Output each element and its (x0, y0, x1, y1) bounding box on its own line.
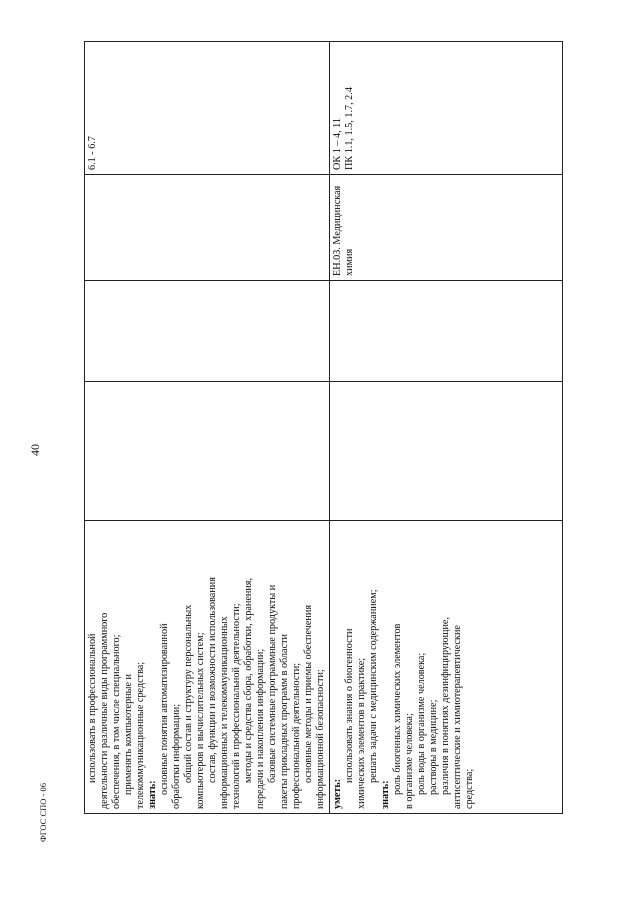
text-line: решать задачи с медицинским содержанием; (368, 589, 379, 783)
section-heading: знать: (380, 780, 391, 809)
text-line: роль биогенных химических элементов (392, 623, 403, 795)
text-line: состав, функции и возможности использования (207, 577, 218, 783)
empty-cell (85, 382, 330, 521)
text-line: растворы в медицине; (428, 699, 439, 795)
text-line: обеспечения, в том числе специального; (111, 634, 122, 809)
table-row (330, 42, 563, 814)
text-line: основные понятия автоматизированной (159, 623, 170, 795)
text-line: компьютеров и вычислительных систем; (195, 632, 206, 809)
text-line: технологий в профессиональной деятельности; (231, 603, 242, 809)
text-line: химических элементов в практике; (356, 657, 367, 809)
text-line: использовать в профессиональной (87, 633, 98, 783)
text-line: обработки информации; (171, 703, 182, 809)
text-line: информационной безопасности; (315, 669, 326, 809)
text-line: применять компьютерные и (123, 674, 134, 795)
text-line: профессиональной деятельности; (291, 662, 302, 809)
empty-cell (330, 281, 563, 382)
text-line: передачи и накопления информации; (255, 648, 266, 809)
text-line: пакеты прикладных программ в области (279, 634, 290, 809)
skills-knowledge-cell (85, 521, 330, 814)
skills-knowledge-cell (330, 521, 563, 814)
table-row (85, 42, 330, 814)
text-line: общий состав и структуру персональных (183, 604, 194, 783)
text-line: антисептические и химиотерапевтические (452, 625, 463, 809)
section-heading: знать: (147, 780, 158, 809)
competency-table (84, 42, 562, 814)
text-line: роль воды в организме человека; (416, 652, 427, 795)
competencies-cell: ОК 1 – 4, 11 ПК 1.1, 1.5, 1.7, 2.4 (330, 42, 563, 175)
text-line: телекоммуникационные средства; (135, 661, 146, 809)
text-line: деятельности различные виды программного (99, 612, 110, 809)
text-line: средства; (464, 768, 475, 809)
text-line: методы и средства сбора, обработки, хранения, (243, 578, 254, 783)
discipline-cell: ЕН.03. Медицинская химия (330, 175, 563, 281)
text-line: основные методы и приемы обеспечения (303, 604, 314, 783)
competencies-cell: 6.1 - 6.7 (85, 42, 330, 175)
section-heading: уметь: (332, 778, 343, 809)
footer-standard-code: ФГОС СПО - 06 (38, 783, 48, 842)
text-line: использовать знания о биогенности (344, 628, 355, 783)
text-line: различия в понятиях дезинфицирующие, (440, 617, 451, 795)
empty-cell (330, 382, 563, 521)
text-line: базовые системные программные продукты и (267, 584, 278, 783)
text-line: в организме человека; (404, 713, 415, 809)
page-number: 40 (28, 444, 42, 456)
text-line: информационных и телекоммуникационных (219, 616, 230, 809)
empty-cell (85, 281, 330, 382)
discipline-cell (85, 175, 330, 281)
